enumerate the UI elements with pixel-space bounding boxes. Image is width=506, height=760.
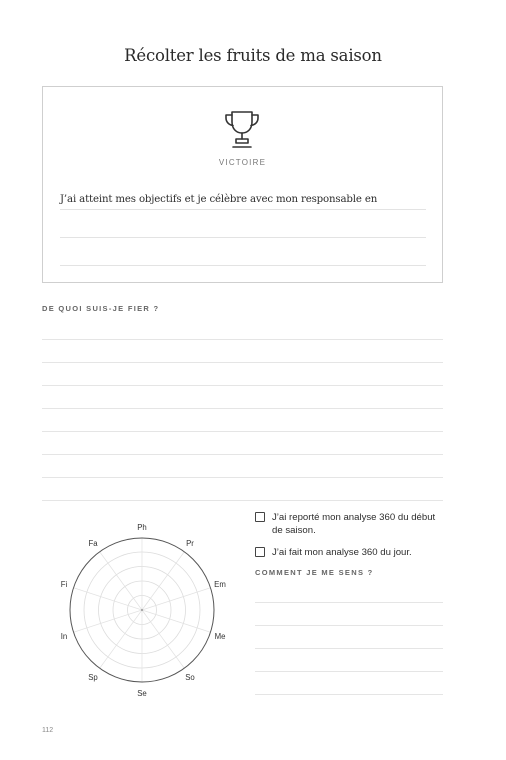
radar-label-familial: Fa bbox=[88, 539, 98, 548]
victory-box bbox=[42, 86, 443, 283]
writing-line[interactable] bbox=[42, 500, 443, 501]
radar-spoke bbox=[142, 552, 184, 610]
radar-label-financier: Fi bbox=[60, 580, 68, 589]
writing-line[interactable] bbox=[255, 648, 443, 649]
writing-line[interactable] bbox=[255, 625, 443, 626]
radar-label-spirituel: Sp bbox=[88, 673, 98, 682]
proud-section-label: DE QUOI SUIS-JE FIER ? bbox=[42, 304, 160, 313]
radar-label-social: So bbox=[185, 673, 195, 682]
writing-line[interactable] bbox=[42, 385, 443, 386]
trophy-icon bbox=[223, 109, 261, 149]
page-number: 112 bbox=[42, 727, 54, 734]
writing-line[interactable] bbox=[42, 362, 443, 363]
victory-sentence: J’ai atteint mes objectifs et je célèbre avec mon responsable en bbox=[60, 194, 378, 205]
victory-label: VICTOIRE bbox=[218, 158, 267, 167]
radar-center bbox=[141, 609, 143, 611]
checklist-item-label: J’ai reporté mon analyse 360 du début de saison. bbox=[272, 512, 436, 536]
feelings-section-label: COMMENT JE ME SENS ? bbox=[255, 568, 374, 577]
checkbox[interactable] bbox=[255, 547, 265, 557]
radar-wheel bbox=[42, 515, 247, 705]
radar-label-professionnel: Pr bbox=[186, 539, 194, 548]
radar-spoke bbox=[142, 610, 184, 668]
writing-line[interactable] bbox=[42, 477, 443, 478]
radar-label-intellectuel: In bbox=[60, 632, 68, 641]
writing-line[interactable] bbox=[42, 339, 443, 340]
writing-line[interactable] bbox=[255, 602, 443, 603]
writing-line[interactable] bbox=[42, 431, 443, 432]
writing-line[interactable] bbox=[255, 694, 443, 695]
writing-line[interactable] bbox=[42, 454, 443, 455]
checklist-item-label: J’ai fait mon analyse 360 du jour. bbox=[272, 547, 412, 558]
radar-label-physique: Ph bbox=[137, 523, 147, 532]
writing-line[interactable] bbox=[42, 408, 443, 409]
writing-line[interactable] bbox=[60, 265, 426, 266]
writing-line[interactable] bbox=[60, 209, 426, 210]
radar-spoke bbox=[100, 610, 142, 668]
checklist-item[interactable] bbox=[255, 546, 442, 559]
checkbox[interactable] bbox=[255, 512, 265, 522]
radar-label-emotionnel: Em bbox=[214, 580, 226, 589]
checklist-item[interactable] bbox=[255, 511, 442, 537]
radar-label-mental: Me bbox=[214, 632, 226, 641]
page-title: Récolter les fruits de ma saison bbox=[124, 46, 382, 65]
radar-spoke bbox=[100, 552, 142, 610]
radar-label-sexuel: Se bbox=[137, 689, 147, 698]
writing-line[interactable] bbox=[255, 671, 443, 672]
writing-line[interactable] bbox=[60, 237, 426, 238]
